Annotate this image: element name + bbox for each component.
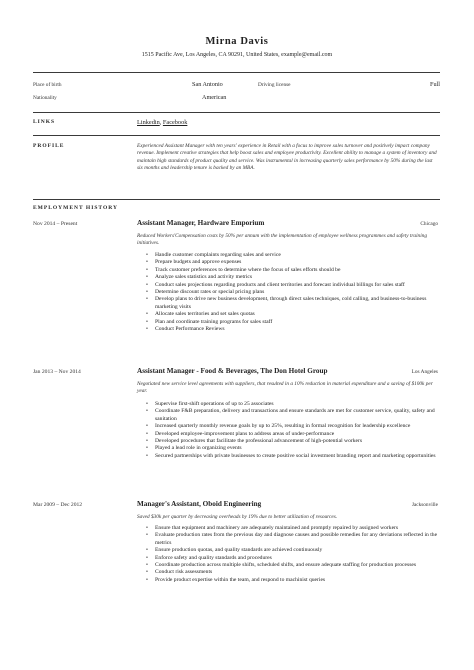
list-item: • Conduct Performance Reviews <box>146 326 438 333</box>
profile-heading: PROFILE <box>33 143 65 149</box>
job-description: Reduced Workers'Compensation costs by 50% per annum with the implementation of employee wellness programmes and safety training initiatives. <box>137 233 427 247</box>
profile-summary: Experienced Assistant Manager with ten years' experience in Retail with a focus to improve sales turnover and positively impact company revenue. Implement creative strategies that help boost sales and employee productivity. Excellent ability to manage a system of inventory and maintain high standards of product quality and service. Was instrumental in increasing quarterly sales performance by 50% during the last six months and leadership tenure is backed by an MBA. <box>137 143 437 172</box>
list-item: • Increased quarterly monthly revenue goals by up to 25%, resulting in formal recognition for leadership excellence <box>146 423 438 430</box>
divider <box>33 199 440 200</box>
job-dates: Mar 2009 – Dec 2012 <box>33 502 83 508</box>
list-item: • Develop plans to drive new business development, through direct sales techniques, cold calling, and business-to-business marketing visits <box>146 296 438 311</box>
list-item: • Developed employee-improvement plans to address areas of under-performance <box>146 431 438 438</box>
driving-license-label: Driving license <box>258 82 291 88</box>
list-item: • Supervise first-shift operations of up to 25 associates <box>146 401 438 408</box>
list-item: • Coordinate production across multiple shifts, scheduled shifts, and ensure adequate staffing for production processes <box>146 562 438 569</box>
list-item: • Track customer preferences to determine where the focus of sales efforts should be <box>146 267 438 274</box>
place-of-birth-value: San Antonio <box>192 81 223 88</box>
candidate-name: Mirna Davis <box>205 36 269 47</box>
links-separator: , <box>159 119 162 126</box>
list-item: • Plan and coordinate training programs for sales staff <box>146 319 438 326</box>
job-city: Chicago <box>420 221 438 227</box>
job-title: Assistant Manager - Food & Beverages, The Don Hotel Group <box>137 367 328 375</box>
nationality-label: Nationality <box>33 95 57 101</box>
links-list <box>137 119 187 126</box>
list-item: • Developed procedures that facilitate the professional advancement of high-potential workers <box>146 438 438 445</box>
list-item: • Allocate sales territories and set sales quotas <box>146 311 438 318</box>
linkedin-link[interactable]: Linkedin <box>137 119 160 126</box>
list-item: • Evaluate production rates from the previous day and diagnose causes and possible remedies for any deviations reflected in the metrics <box>146 532 438 547</box>
facebook-link[interactable]: Facebook <box>162 119 188 126</box>
divider <box>33 135 440 136</box>
list-item: • Prepare budgets and approve expenses <box>146 259 438 266</box>
driving-license-value: Full <box>430 81 440 88</box>
list-item: • Conduct sales projections regarding products and client territories and forecast individual billings for sales staff <box>146 282 438 289</box>
list-item: • Handle customer complaints regarding sales and service <box>146 252 438 259</box>
job-city: Los Angeles <box>411 369 438 375</box>
list-item: • Ensure that equipment and machinery are adequately maintained and promptly repaired by assigned workers <box>146 525 438 532</box>
links-heading: LINKS <box>33 119 56 125</box>
job-dates: Nov 2014 – Present <box>33 221 78 227</box>
job-description: Saved $30k per quarter by decreasing overheads by 19% due to better utilization of resources. <box>137 514 338 520</box>
list-item: • Analyze sales statistics and activity metrics <box>146 274 438 281</box>
job-responsibilities <box>146 401 438 460</box>
job-city: Jacksonville <box>411 502 438 508</box>
list-item: • Determine discount rates or special pricing plans <box>146 289 438 296</box>
list-item: • Conduct risk assessments <box>146 569 438 576</box>
list-item: • Played a lead role in organizing events <box>146 445 438 452</box>
nationality-value: American <box>202 94 227 101</box>
job-responsibilities <box>146 252 438 333</box>
contact-line: 1515 Pacific Ave, Los Angeles, CA 90291, United States, example@email.com <box>141 52 333 58</box>
list-item: • Ensure production quotas, and quality standards are achieved continuously <box>146 547 438 554</box>
list-item: • Enforce safety and quality standards and procedures <box>146 555 438 562</box>
divider <box>33 112 440 113</box>
list-item: • Coordinate F&B preparation, delivery and transactions and ensure standards are met for customer service, quality, safety and sanitation <box>146 408 438 423</box>
list-item: • Secured partnerships with private businesses to create positive social investment branding report and marketing opportunities <box>146 453 438 460</box>
list-item: • Provide product expertise within the team, and respond to machinist queries <box>146 577 438 584</box>
job-title: Assistant Manager, Hardware Emporium <box>137 219 265 227</box>
job-dates: Jan 2013 – Nov 2014 <box>33 369 81 375</box>
header-divider <box>33 72 440 73</box>
employment-heading: EMPLOYMENT HISTORY <box>33 205 118 211</box>
place-of-birth-label: Place of birth <box>33 82 62 88</box>
job-responsibilities <box>146 525 438 584</box>
job-title: Manager's Assistant, Oboid Engineering <box>137 500 262 508</box>
job-description: Negotiated new service level agreements with suppliers, that resulted in a 10% reduction in material expenditure and a saving of $100k per year. <box>137 381 433 395</box>
